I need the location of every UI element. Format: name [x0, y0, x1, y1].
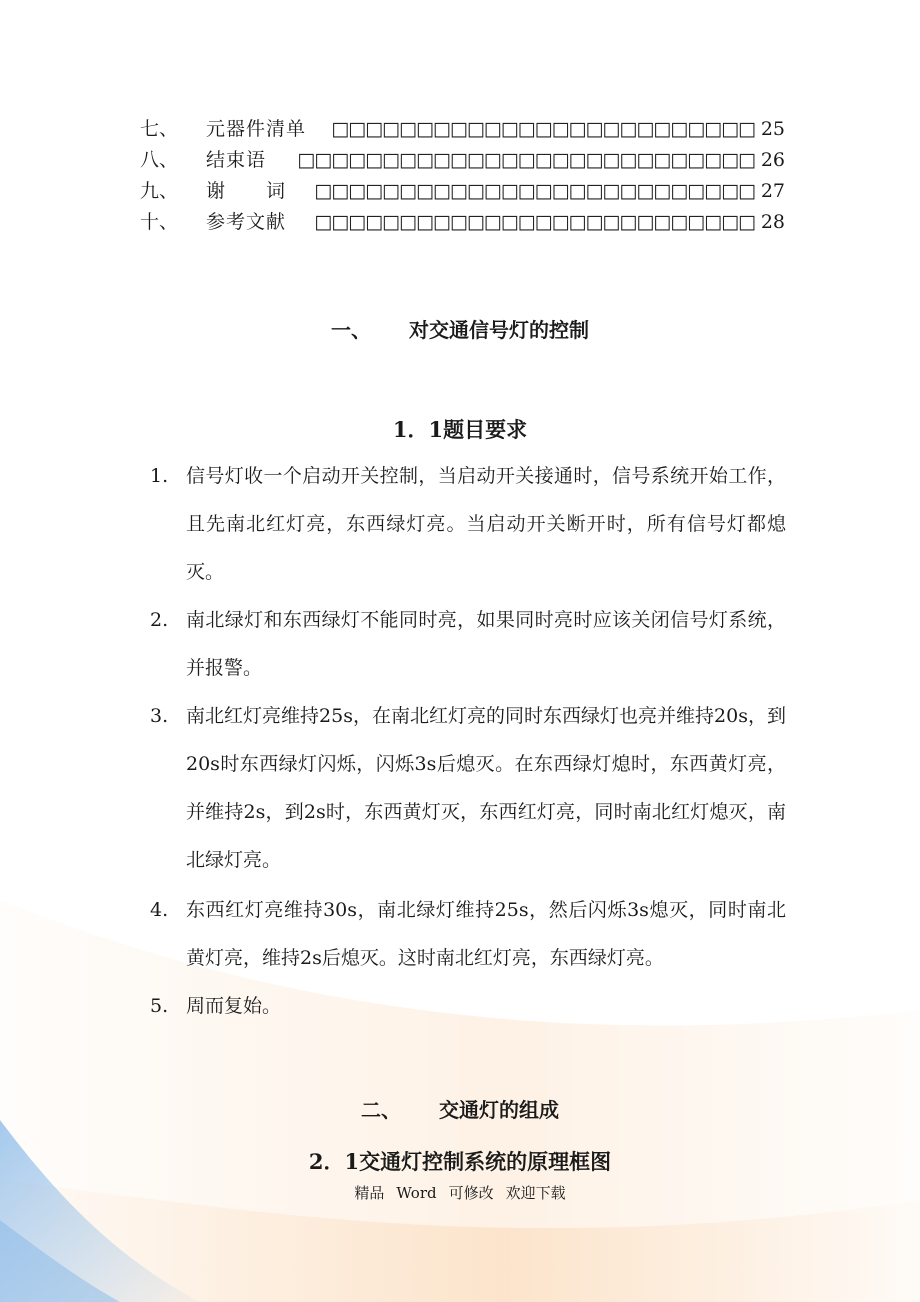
list-text: 南北红灯亮维持25s，在南北红灯亮的同时东西绿灯也亮并维持20s，到20s时东西绿灯闪烁，闪烁3s后熄灭。在东西绿灯熄时，东西黄灯亮，并维持2s，到2s时，东西黄灯灭，东西红灯亮，同时南北红灯熄灭，南北绿灯亮。	[186, 705, 786, 871]
toc-number: 九、	[140, 180, 179, 202]
section-title: 对交通信号灯的控制	[409, 318, 589, 342]
toc-page-number: 27	[760, 180, 785, 202]
footer-text: 可修改	[448, 1184, 494, 1202]
toc-entry[interactable]	[140, 176, 785, 206]
list-number: 5.	[150, 995, 169, 1017]
footer-text: 欢迎下载	[505, 1184, 566, 1202]
toc-leader: □□□□□□□□□□□□□□□□□□□□□□□□□	[331, 118, 755, 140]
list-text: 东西红灯亮维持30s，南北绿灯维持25s，然后闪烁3s熄灭，同时南北黄灯亮，维持2s后熄灭。这时南北红灯亮，东西绿灯亮。	[186, 899, 786, 969]
toc-entry[interactable]	[140, 114, 785, 144]
toc-number: 七、	[140, 118, 179, 140]
list-number: 1.	[150, 465, 169, 487]
subsection-heading: 1．1题目要求	[392, 417, 528, 442]
list-text: 信号灯收一个启动开关控制，当启动开关接通时，信号系统开始工作，且先南北红灯亮，东西绿灯亮。当启动开关断开时，所有信号灯都熄灭。	[186, 465, 786, 583]
section-number: 二、	[361, 1098, 401, 1122]
footer-text: Word	[396, 1184, 437, 1202]
section-number: 一、	[331, 318, 371, 342]
toc-leader: □□□□□□□□□□□□□□□□□□□□□□□□□□□	[297, 149, 755, 171]
toc-number: 八、	[140, 149, 179, 171]
page-footer	[0, 1182, 920, 1203]
toc-title: 参考文献	[206, 211, 287, 233]
list-text: 周而复始。	[186, 995, 282, 1017]
section-heading	[0, 314, 920, 343]
list-number: 3.	[150, 705, 169, 727]
toc-page-number: 26	[760, 149, 785, 171]
toc-entry[interactable]	[140, 207, 785, 237]
footer-text: 精品	[354, 1184, 385, 1202]
list-text: 南北绿灯和东西绿灯不能同时亮，如果同时亮时应该关闭信号灯系统，并报警。	[186, 609, 786, 679]
subsection-heading: 2．1交通灯控制系统的原理框图	[308, 1149, 612, 1174]
toc-title: 谢 词	[206, 180, 287, 202]
toc-number: 十、	[140, 211, 179, 233]
toc-page-number: 28	[760, 211, 785, 233]
toc-leader: □□□□□□□□□□□□□□□□□□□□□□□□□□	[314, 180, 755, 202]
toc-entry[interactable]	[140, 145, 785, 175]
toc-leader: □□□□□□□□□□□□□□□□□□□□□□□□□□	[314, 211, 755, 233]
toc-title: 元器件清单	[206, 118, 307, 140]
section-title: 交通灯的组成	[439, 1098, 559, 1122]
section-heading	[0, 1094, 920, 1123]
list-number: 2.	[150, 609, 169, 631]
list-number: 4.	[150, 899, 169, 921]
toc-title: 结束语	[206, 149, 267, 171]
toc-page-number: 25	[760, 118, 785, 140]
